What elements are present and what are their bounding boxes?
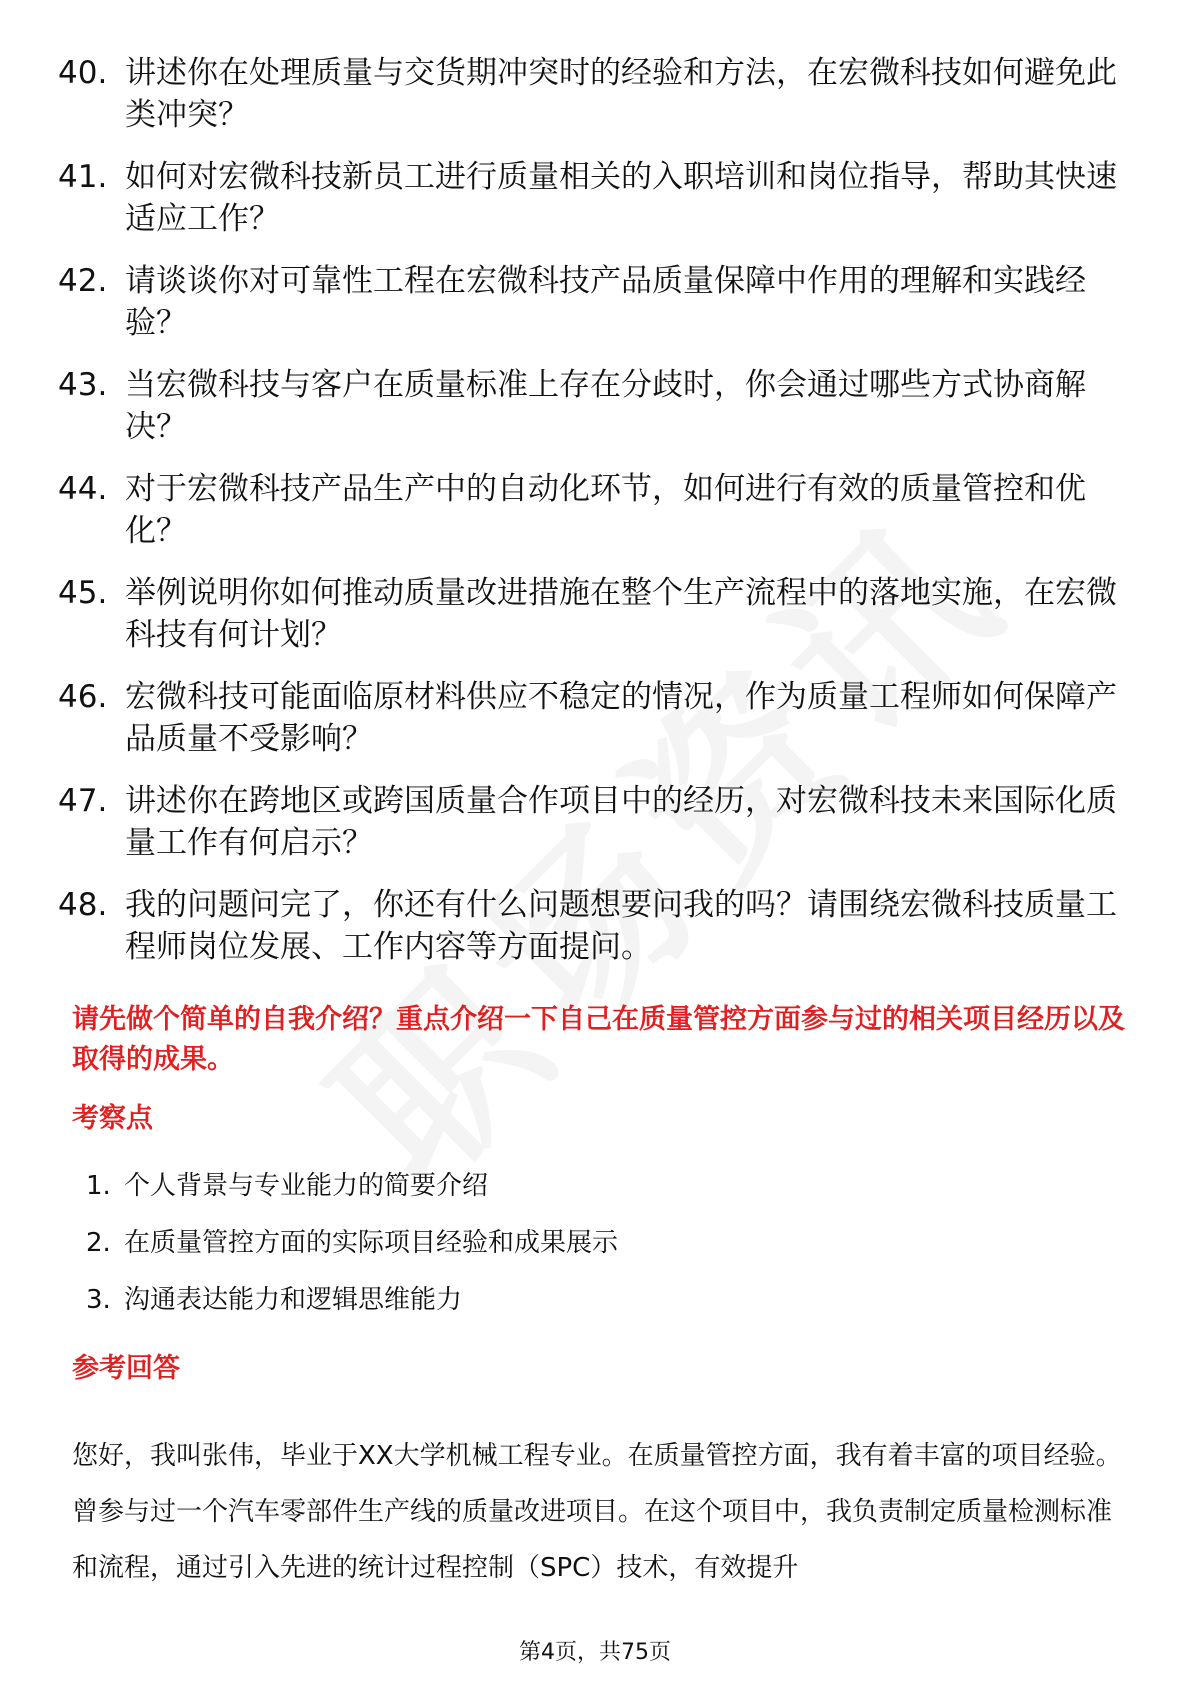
focus-point-number: 2. — [86, 1228, 111, 1258]
question-text: 如何对宏微科技新员工进行质量相关的入职培训和岗位指导，帮助其快速适应工作？ — [125, 159, 1117, 237]
question-item — [58, 676, 1118, 760]
focus-point-text: 个人背景与专业能力的简要介绍 — [124, 1171, 489, 1201]
question-number: 44. — [58, 471, 108, 507]
question-text: 请谈谈你对可靠性工程在宏微科技产品质量保障中作用的理解和实践经验？ — [125, 263, 1086, 341]
question-item — [58, 572, 1118, 656]
question-text: 我的问题问完了，你还有什么问题想要问我的吗？请围绕宏微科技质量工程师岗位发展、工作内容等方面提问。 — [125, 887, 1117, 965]
focus-point-list — [86, 1166, 618, 1337]
question-item — [58, 364, 1118, 448]
question-number: 43. — [58, 367, 108, 403]
focus-point-text: 在质量管控方面的实际项目经验和成果展示 — [124, 1228, 619, 1258]
answer-section-title: 参考回答 — [72, 1353, 180, 1384]
question-text: 讲述你在处理质量与交货期冲突时的经验和方法，在宏微科技如何避免此类冲突？ — [125, 55, 1117, 133]
question-number: 47. — [58, 783, 108, 819]
question-item — [58, 780, 1118, 864]
page-footer: 第4页，共75页 — [519, 1640, 671, 1665]
question-text: 讲述你在跨地区或跨国质量合作项目中的经历，对宏微科技未来国际化质量工作有何启示？ — [125, 783, 1117, 861]
question-number: 45. — [58, 575, 108, 611]
focus-point-number: 3. — [86, 1285, 111, 1315]
question-item — [58, 884, 1118, 968]
question-item — [58, 156, 1118, 240]
question-item — [58, 468, 1118, 552]
question-number: 40. — [58, 55, 108, 91]
question-item — [58, 52, 1118, 136]
answer-paragraph: 您好，我叫张伟，毕业于XX大学机械工程专业。在质量管控方面，我有着丰富的项目经验。曾参与过一个汽车零部件生产线的质量改进项目。在这个项目中，我负责制定质量检测标准和流程，通过引入先进的统计过程控制（SPC）技术，有效提升 — [72, 1441, 1122, 1583]
focus-point — [86, 1280, 618, 1320]
focus-point — [86, 1223, 618, 1263]
question-number: 41. — [58, 159, 108, 195]
question-number: 46. — [58, 679, 108, 715]
question-item — [58, 260, 1118, 344]
question-text: 当宏微科技与客户在质量标准上存在分歧时，你会通过哪些方式协商解决？ — [125, 367, 1086, 445]
question-text: 对于宏微科技产品生产中的自动化环节，如何进行有效的质量管控和优化？ — [125, 471, 1086, 549]
focus-point-number: 1. — [86, 1171, 111, 1201]
focus-point-text: 沟通表达能力和逻辑思维能力 — [124, 1285, 463, 1315]
question-text: 举例说明你如何推动质量改进措施在整个生产流程中的落地实施，在宏微科技有何计划？ — [125, 575, 1117, 653]
focus-section-title: 考察点 — [72, 1103, 153, 1134]
question-number: 48. — [58, 887, 108, 923]
question-text: 宏微科技可能面临原材料供应不稳定的情况，作为质量工程师如何保障产品质量不受影响？ — [125, 679, 1117, 757]
focus-point — [86, 1166, 618, 1206]
featured-question: 请先做个简单的自我介绍？重点介绍一下自己在质量管控方面参与过的相关项目经历以及取得的成果。 — [72, 1004, 1125, 1075]
question-number: 42. — [58, 263, 108, 299]
question-list — [58, 52, 1118, 988]
